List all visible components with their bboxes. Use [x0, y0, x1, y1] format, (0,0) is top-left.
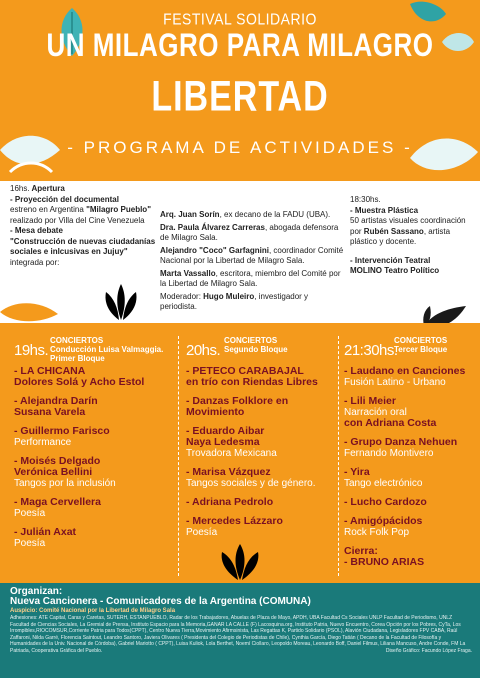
- documentary-text: estreno en Argentina: [10, 205, 87, 214]
- exhibit-coordinator: Rubén Sassano: [363, 226, 424, 236]
- exhibit-time: 18:30hs.: [350, 195, 381, 204]
- block-label: CONCIERTOS: [394, 336, 448, 345]
- documentary-credit: realizado por Villa del Cine Venezuela: [10, 215, 145, 225]
- panelist-desc: , abogada defensora: [264, 222, 339, 232]
- act-item: - Marisa Vázquez Tangos sociales y de género.: [186, 466, 316, 489]
- act-item: - Yira Tango electrónico: [344, 466, 423, 489]
- block-name: Primer Bloque: [50, 354, 105, 363]
- column-divider: [338, 336, 340, 576]
- act-item: - Amigópácidos Rock Folk Pop: [344, 515, 423, 538]
- act-item: - Maga Cervellera Poesía: [14, 496, 101, 519]
- block-label: CONCIERTOS: [224, 336, 278, 345]
- exhibit-label: - Muestra Plástica: [350, 205, 419, 215]
- concert-column-2: [186, 336, 336, 546]
- block-name: Tercer Bloque: [394, 345, 448, 354]
- block-time: 19hs.: [14, 342, 49, 359]
- act-item: - Laudano en Canciones Fusión Latino - Urbano: [344, 365, 466, 388]
- act-item: - Eduardo Aibar Naya Ledesma Trovadora Mexicana: [186, 425, 277, 459]
- act-item: - Lili Meier Narración oral con Adriana Costa: [344, 395, 437, 429]
- act-item: - Grupo Danza Nehuen Fernando Montivero: [344, 436, 458, 459]
- panelist-name: Alejandro "Coco" Garfagnini: [160, 245, 269, 255]
- panelist-desc: , coordinador Comité: [268, 245, 344, 255]
- act-item: - LA CHICANA Dolores Solá y Acho Estol: [14, 365, 145, 388]
- opening-time: 16hs.: [10, 184, 30, 193]
- theatre-group: MOLINO Teatro Político: [350, 266, 440, 275]
- debate-title-1: "Construcción de nuevas ciudadanías: [10, 236, 156, 246]
- debate-title-2: sociales e inlcusivas en Jujuy": [10, 247, 128, 256]
- panelist-desc: Nacional por la Libertad de Milagro Sala.: [160, 256, 305, 265]
- act-item: - PETECO CARABAJAL en trío con Riendas Libres: [186, 365, 318, 388]
- act-item: - Lucho Cardozo: [344, 496, 427, 508]
- act-item: - Mercedes Lázzaro Poesía: [186, 515, 283, 538]
- block-name: Segundo Bloque: [224, 345, 288, 354]
- title-line-2: LIBERTAD: [151, 73, 329, 121]
- info-left: [10, 184, 180, 268]
- act-item: - Danzas Folklore en Movimiento: [186, 395, 289, 418]
- adhesions-text: Adhesiones: ATE Capital, Caras y Caretas, SUTERH, ESTANPUEBLO, Radar de los Trabajadores, Abuelas de Plaza de Mayo, APDH, UBA Facultad Cs Sociales UNLP Facultad de Periodismo, UNLZ Facultad de Ciencias Sociales, La Gremial de Prensa, Instituto Espacio para la Memoria,GANAR LA CALLE (F) Lacosquina.org, Instituto Patria, Nuevo Encuentro, Corea Opción por los Pobres, CyTa, Los Irrompibles,RIOCOMSUR,Corriente Patria para Todos(CPPT), Centro Nueva Tierra,Movimiento Afirmsinista, Las Regattas K, Partido Solidario (PSOL), Alavión Ciudadana, Legisladores FPV CABA, Raúl Zaffaroni, Nilda Garré, Florencia Saintout, Leandro Santoro, Javiera Olivares ( Presidenta del Colegio de Periodistas de Chile), Cynthia García, Diego Tatián ( Decano de la Facultad de Filosofía y Humanidades de la Univ. Nacional de Córdoba), Gabriel Mariotto ( CPPT), Luisa Kuliok, Lola Berthet, Noemí Ciollaro, Leopoldo Moreau, Leonardo Boff, Daniel Filmus, Liliana Mancuso, Andre Conde, FM La Patriada, Cooperativa Gráfica del Pueblo.: [10, 615, 466, 654]
- design-credit: Diseño Gráfico: Facundo López Fraga.: [385, 647, 472, 654]
- festival-label: FESTIVAL SOLIDARIO: [163, 10, 317, 28]
- documentary-title: "Milagro Pueblo": [86, 205, 151, 214]
- act-item: - Julián Axat Poesía: [14, 526, 77, 549]
- documentary-label: - Proyección del documental: [10, 194, 119, 204]
- footer: [0, 583, 480, 678]
- concert-column-1: [14, 336, 174, 557]
- act-item: - Moisés Delgado Verónica Bellini Tangos por la inclusión: [14, 455, 116, 489]
- theatre-label: - Intervención Teatral: [350, 255, 431, 265]
- organizers-label: Organizan:: [10, 586, 63, 597]
- moderator-desc: , investigador y periodista.: [160, 291, 309, 311]
- debate-members-label: integrada por:: [10, 257, 60, 267]
- block-label: CONCIERTOS: [50, 336, 104, 345]
- panelist-desc: , escritora, miembro del Comité por: [215, 268, 341, 278]
- header-banner: [0, 0, 480, 181]
- block-time: 21:30hs.: [344, 342, 398, 359]
- act-item: - Guillermo Farisco Performance: [14, 425, 110, 448]
- debate-label: - Mesa debate: [10, 226, 63, 235]
- organizers: Nueva Cancionera - Comunicadores de la Argentina (COMUNA): [10, 596, 311, 607]
- block-host: Conducción Luisa Valmaggia.: [50, 345, 164, 354]
- panelist-name: Dra. Paula Álvarez Carreras: [160, 222, 265, 232]
- panelist-name: Marta Vassallo: [160, 268, 216, 278]
- exhibit-desc: plástico y docente.: [350, 237, 417, 246]
- info-middle: [160, 210, 345, 313]
- act-item: - Adriana Pedrolo: [186, 496, 274, 508]
- sponsor: Auspicio: Comité Nacional por la Libertad de Milagro Sala: [10, 608, 176, 614]
- act-item: - Alejandra Darín Susana Varela: [14, 395, 98, 418]
- opening-label: Apertura: [29, 184, 65, 193]
- concert-column-3: [344, 336, 476, 576]
- program-subtitle: - PROGRAMA DE ACTIVIDADES -: [67, 138, 413, 157]
- exhibit-desc: 50 artistas visuales coordinación: [350, 216, 466, 225]
- exhibit-desc: , artista: [423, 226, 451, 236]
- exhibit-desc: por: [350, 226, 364, 236]
- panelist-desc: de Milagro Sala.: [160, 233, 218, 242]
- moderator-label: Moderador:: [160, 291, 204, 301]
- title-line-1: UN MILAGRO PARA MILAGRO: [46, 26, 434, 64]
- panelist-desc: la Libertad de Milagro Sala.: [160, 279, 258, 288]
- leaf-decoration-icon: [0, 300, 60, 324]
- closing-act: Cierra: - BRUNO ARIAS: [344, 545, 425, 568]
- info-right: [350, 195, 475, 277]
- moderator-name: Hugo Muleiro: [203, 291, 255, 301]
- lotus-icon: [96, 280, 146, 324]
- lotus-icon: [212, 540, 268, 584]
- panelist-desc: , ex decano de la FADU (UBA).: [219, 210, 331, 219]
- panelist-name: Arq. Juan Sorín: [160, 210, 220, 219]
- block-time: 20hs.: [186, 342, 221, 359]
- adhesions: [10, 615, 472, 655]
- column-divider: [178, 336, 180, 576]
